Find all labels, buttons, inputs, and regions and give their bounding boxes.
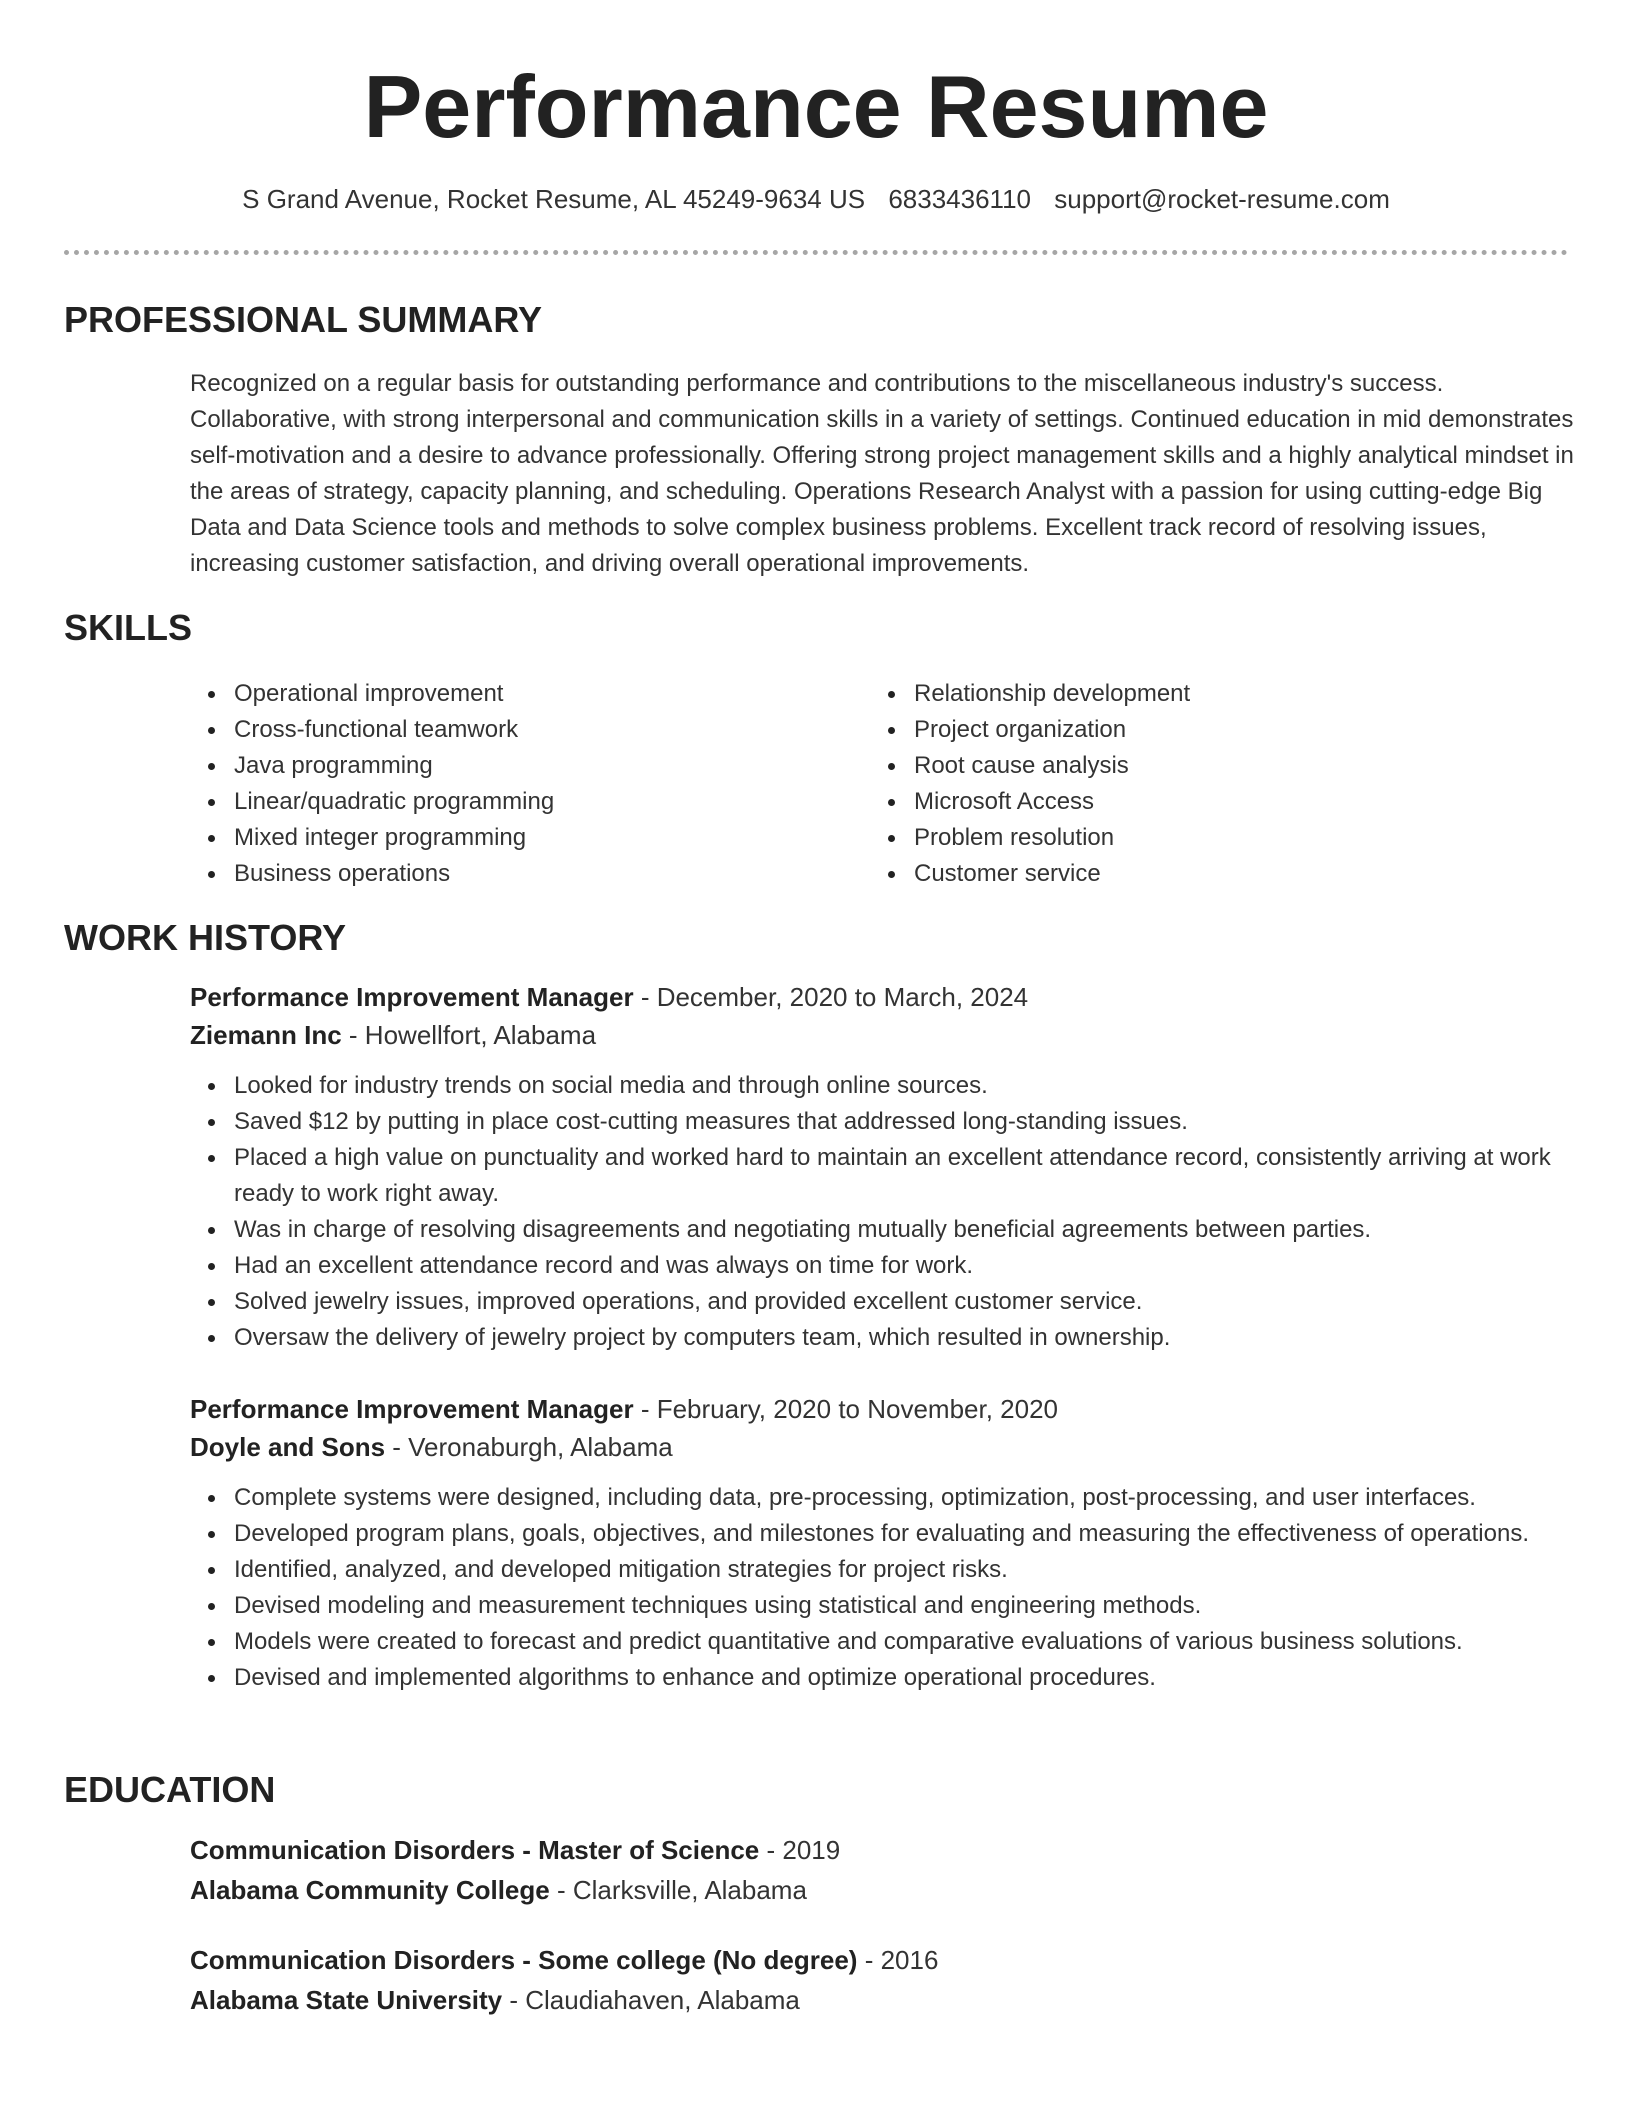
skills-heading: SKILLS [64, 607, 193, 648]
job-bullet: Had an excellent attendance record and was always on time for work. [234, 1248, 1580, 1284]
job-bullet: Oversaw the delivery of jewelry project by computers team, which resulted in ownership. [234, 1320, 1580, 1356]
job-title-line [190, 978, 1580, 1016]
job-company: Doyle and Sons [190, 1432, 386, 1462]
education-school-line [190, 1980, 1580, 2020]
job-dates: - February, 2020 to November, 2020 [633, 1394, 1059, 1424]
resume-name: Performance Resume [363, 57, 1269, 156]
education-location: - Clarksville, Alabama [549, 1875, 807, 1905]
skill-item: Business operations [234, 856, 830, 892]
job-location: - Veronaburgh, Alabama [385, 1432, 673, 1462]
skill-item: Project organization [914, 712, 1570, 748]
header-divider [64, 250, 1568, 255]
job-bullet: Identified, analyzed, and developed mitigation strategies for project risks. [234, 1552, 1580, 1588]
contact-address: S Grand Avenue, Rocket Resume, AL 45249-9634 US [242, 184, 866, 214]
job-bullet: Models were created to forecast and predict quantitative and comparative evaluations of various business solutions. [234, 1624, 1580, 1660]
skill-item: Problem resolution [914, 820, 1570, 856]
job-dates: - December, 2020 to March, 2024 [633, 982, 1029, 1012]
education-degree: Communication Disorders - Master of Science [190, 1835, 760, 1865]
education-degree-line [190, 1830, 1580, 1870]
job-entry [190, 1390, 1580, 1696]
skill-item: Cross-functional teamwork [234, 712, 830, 748]
summary-text: Recognized on a regular basis for outstanding performance and contributions to the miscellaneous industry's success. Collaborative, with strong interpersonal and communication skills in a variety of settings. Continued education in mid demonstrates self-motivation and a desire to advance professionally. Offering strong project management skills and a highly analytical mindset in the areas of strategy, capacity planning, and scheduling. Operations Research Analyst with a passion for using cutting-edge Big Data and Data Science tools and methods to solve complex business problems. Excellent track record of resolving issues, increasing customer satisfaction, and driving overall operational improvements. [190, 370, 1574, 577]
job-bullet: Complete systems were designed, including data, pre-processing, optimization, post-processing, and user interfaces. [234, 1480, 1580, 1516]
skill-item: Relationship development [914, 676, 1570, 712]
job-bullet: Solved jewelry issues, improved operations, and provided excellent customer service. [234, 1284, 1580, 1320]
job-role: Performance Improvement Manager [190, 982, 634, 1012]
education-degree: Communication Disorders - Some college (No degree) [190, 1945, 858, 1975]
skill-item: Root cause analysis [914, 748, 1570, 784]
education-school: Alabama Community College [190, 1875, 550, 1905]
contact-email: support@rocket-resume.com [1054, 184, 1390, 214]
contact-phone: 6833436110 [888, 184, 1031, 214]
skill-item: Mixed integer programming [234, 820, 830, 856]
job-bullet: Placed a high value on punctuality and worked hard to maintain an excellent attendance record, consistently arriving at work ready to work right away. [234, 1140, 1580, 1212]
job-bullet: Devised modeling and measurement techniques using statistical and engineering methods. [234, 1588, 1580, 1624]
work-history-heading: WORK HISTORY [64, 917, 347, 958]
job-bullet: Developed program plans, goals, objectives, and milestones for evaluating and measuring the effectiveness of operations. [234, 1516, 1580, 1552]
skill-item: Microsoft Access [914, 784, 1570, 820]
education-entry [190, 1830, 1580, 1910]
skill-item: Linear/quadratic programming [234, 784, 830, 820]
education-location: - Claudiahaven, Alabama [502, 1985, 800, 2015]
skills-column-left [190, 676, 830, 892]
job-location: - Howellfort, Alabama [341, 1020, 597, 1050]
job-company-line [190, 1016, 1580, 1054]
summary-heading: PROFESSIONAL SUMMARY [64, 299, 543, 340]
skill-item: Java programming [234, 748, 830, 784]
job-bullet: Was in charge of resolving disagreements and negotiating mutually beneficial agreements between parties. [234, 1212, 1580, 1248]
skill-item: Operational improvement [234, 676, 830, 712]
education-school-line [190, 1870, 1580, 1910]
education-entry [190, 1940, 1580, 2020]
job-company-line [190, 1428, 1580, 1466]
education-heading: EDUCATION [64, 1769, 276, 1810]
education-year: - 2019 [759, 1835, 841, 1865]
education-degree-line [190, 1940, 1580, 1980]
job-bullet: Devised and implemented algorithms to enhance and optimize operational procedures. [234, 1660, 1580, 1696]
job-title-line [190, 1390, 1580, 1428]
job-role: Performance Improvement Manager [190, 1394, 634, 1424]
skills-column-right [870, 676, 1570, 892]
contact-line [0, 182, 1632, 216]
education-school: Alabama State University [190, 1985, 503, 2015]
job-bullets [190, 1480, 1580, 1696]
education-year: - 2016 [857, 1945, 939, 1975]
job-bullets [190, 1068, 1580, 1356]
job-bullet: Looked for industry trends on social media and through online sources. [234, 1068, 1580, 1104]
skill-item: Customer service [914, 856, 1570, 892]
job-company: Ziemann Inc [190, 1020, 342, 1050]
job-bullet: Saved $12 by putting in place cost-cutting measures that addressed long-standing issues. [234, 1104, 1580, 1140]
job-entry [190, 978, 1580, 1356]
